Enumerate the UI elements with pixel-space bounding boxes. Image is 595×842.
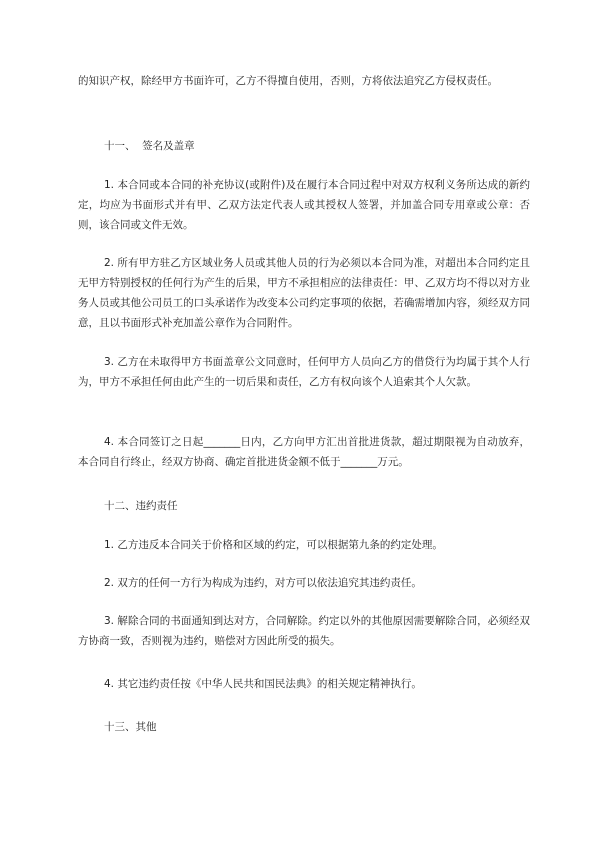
section-12-paragraph-1: 1. 乙方违反本合同关于价格和区域的约定，可以根据第九条的约定处理。 [104,539,443,551]
section-12-paragraph-4: 4. 其它违约责任按《中华人民共和国民法典》的相关规定精神执行。 [104,678,422,690]
section-11-paragraph-2: 2. 所有甲方驻乙方区域业务人员或其他人员的行为必须以本合同为准，对超出本合同约定且无甲方特别授权的任何行为产生的后果，甲方不承担相应的法律责任：甲、乙双方均不得以对方业务人员或其他公司员工的口头承诺作为改变本公司约定事项的依据，若确需增加内容，须经双方同意，且以书面形式补充加盖公章作为合同附件。 [78,257,530,329]
section-12-heading: 十二、违约责任 [104,500,178,512]
section-12-paragraph-3: 3. 解除合同的书面通知到达对方，合同解除。约定以外的其他原因需要解除合同，必须经双方协商一致，否则视为违约，赔偿对方因此所受的损失。 [78,615,530,647]
section-11-paragraph-4: 4. 本合同签订之日起_______日内，乙方向甲方汇出首批进货款，超过期限视为自动放弃，本合同自行终止，经双方协商、确定首批进货金额不低于_______万元。 [78,436,530,468]
section-11-paragraph-1: 1. 本合同或本合同的补充协议(或附件)及在履行本合同过程中对双方权利义务所达成的新约定，均应为书面形式并有甲、乙双方法定代表人或其授权人签署，并加盖合同专用章或公章：否则，该合同或文件无效。 [78,179,530,231]
section-13-heading: 十三、其他 [104,721,157,733]
continuation-paragraph: 的知识产权，除经甲方书面许可，乙方不得擅自使用，否则，方将依法追究乙方侵权责任。 [78,75,498,87]
section-12-paragraph-2: 2. 双方的任何一方行为构成为违约，对方可以依法追究其违约责任。 [104,577,422,589]
section-11-paragraph-3: 3. 乙方在未取得甲方书面盖章公文同意时，任何甲方人员向乙方的借贷行为均属于其个人行为，甲方不承担任何由此产生的一切后果和责任，乙方有权向该个人追索其个人欠款。 [78,356,530,388]
section-11-heading: 十一、 签名及盖章 [104,140,195,152]
